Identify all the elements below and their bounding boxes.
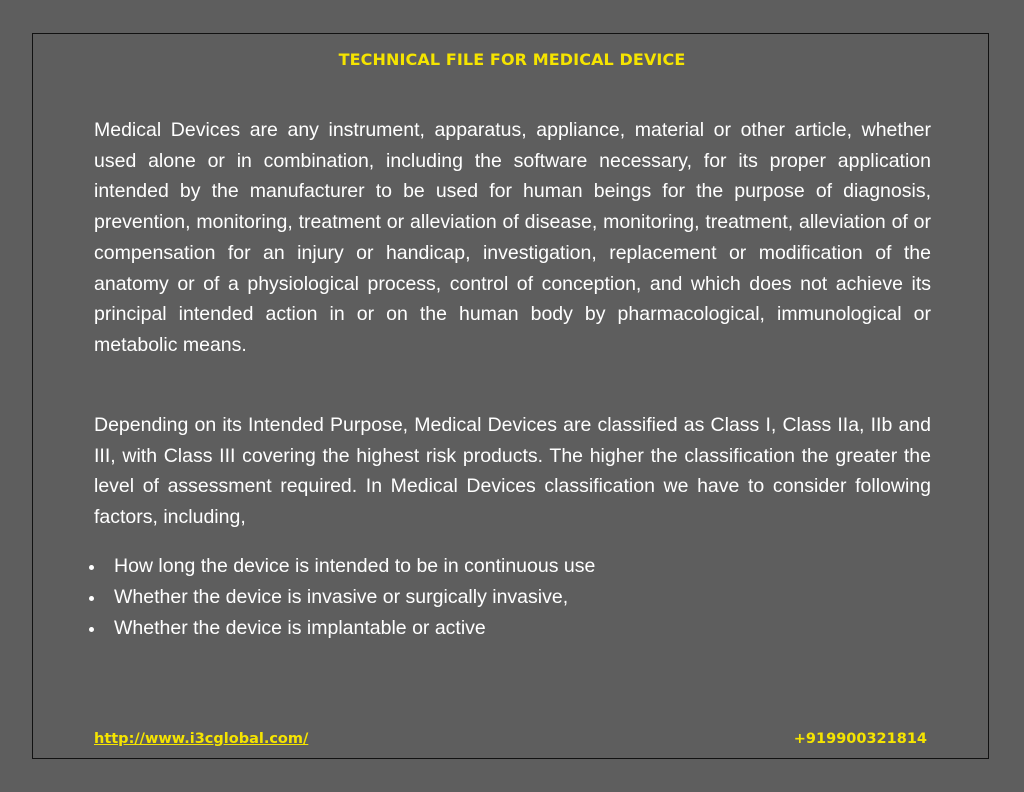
paragraph-definition: Medical Devices are any instrument, apparatus, appliance, material or other article, whether used alone or in combination, including the software necessary, for its proper application intended by the manufacturer to be used for human beings for the purpose of diagnosis, prevention, monitoring, treatment or alleviation of disease, monitoring, treatment, alleviation of or compensation for an injury or handicap, investigation, replacement or modification of the anatomy or of a physiological process, control of conception, and which does not achieve its principal intended action in or on the human body by pharmacological, immunological or metabolic means. <box>94 119 931 356</box>
list-item <box>87 582 595 613</box>
list-item-text: Whether the device is invasive or surgically invasive, <box>114 586 569 608</box>
paragraph-classification: Depending on its Intended Purpose, Medical Devices are classified as Class I, Class IIa, IIb and III, with Class III covering the highest risk products. The higher the classification the greater the level of assessment required. In Medical Devices classification we have to consider following factors, including, <box>94 414 931 529</box>
bullet-icon <box>89 565 94 570</box>
list-item <box>87 551 595 582</box>
document-title: TECHNICAL FILE FOR MEDICAL DEVICE <box>338 50 686 69</box>
factor-list <box>87 551 595 644</box>
list-item-text: Whether the device is implantable or active <box>114 617 486 639</box>
bullet-icon <box>89 627 94 632</box>
phone-number: +919900321814 <box>793 731 927 747</box>
list-item <box>87 613 595 644</box>
website-link[interactable]: http://www.i3cglobal.com/ <box>94 731 309 747</box>
list-item-text: How long the device is intended to be in continuous use <box>114 555 596 577</box>
bullet-icon <box>89 596 94 601</box>
